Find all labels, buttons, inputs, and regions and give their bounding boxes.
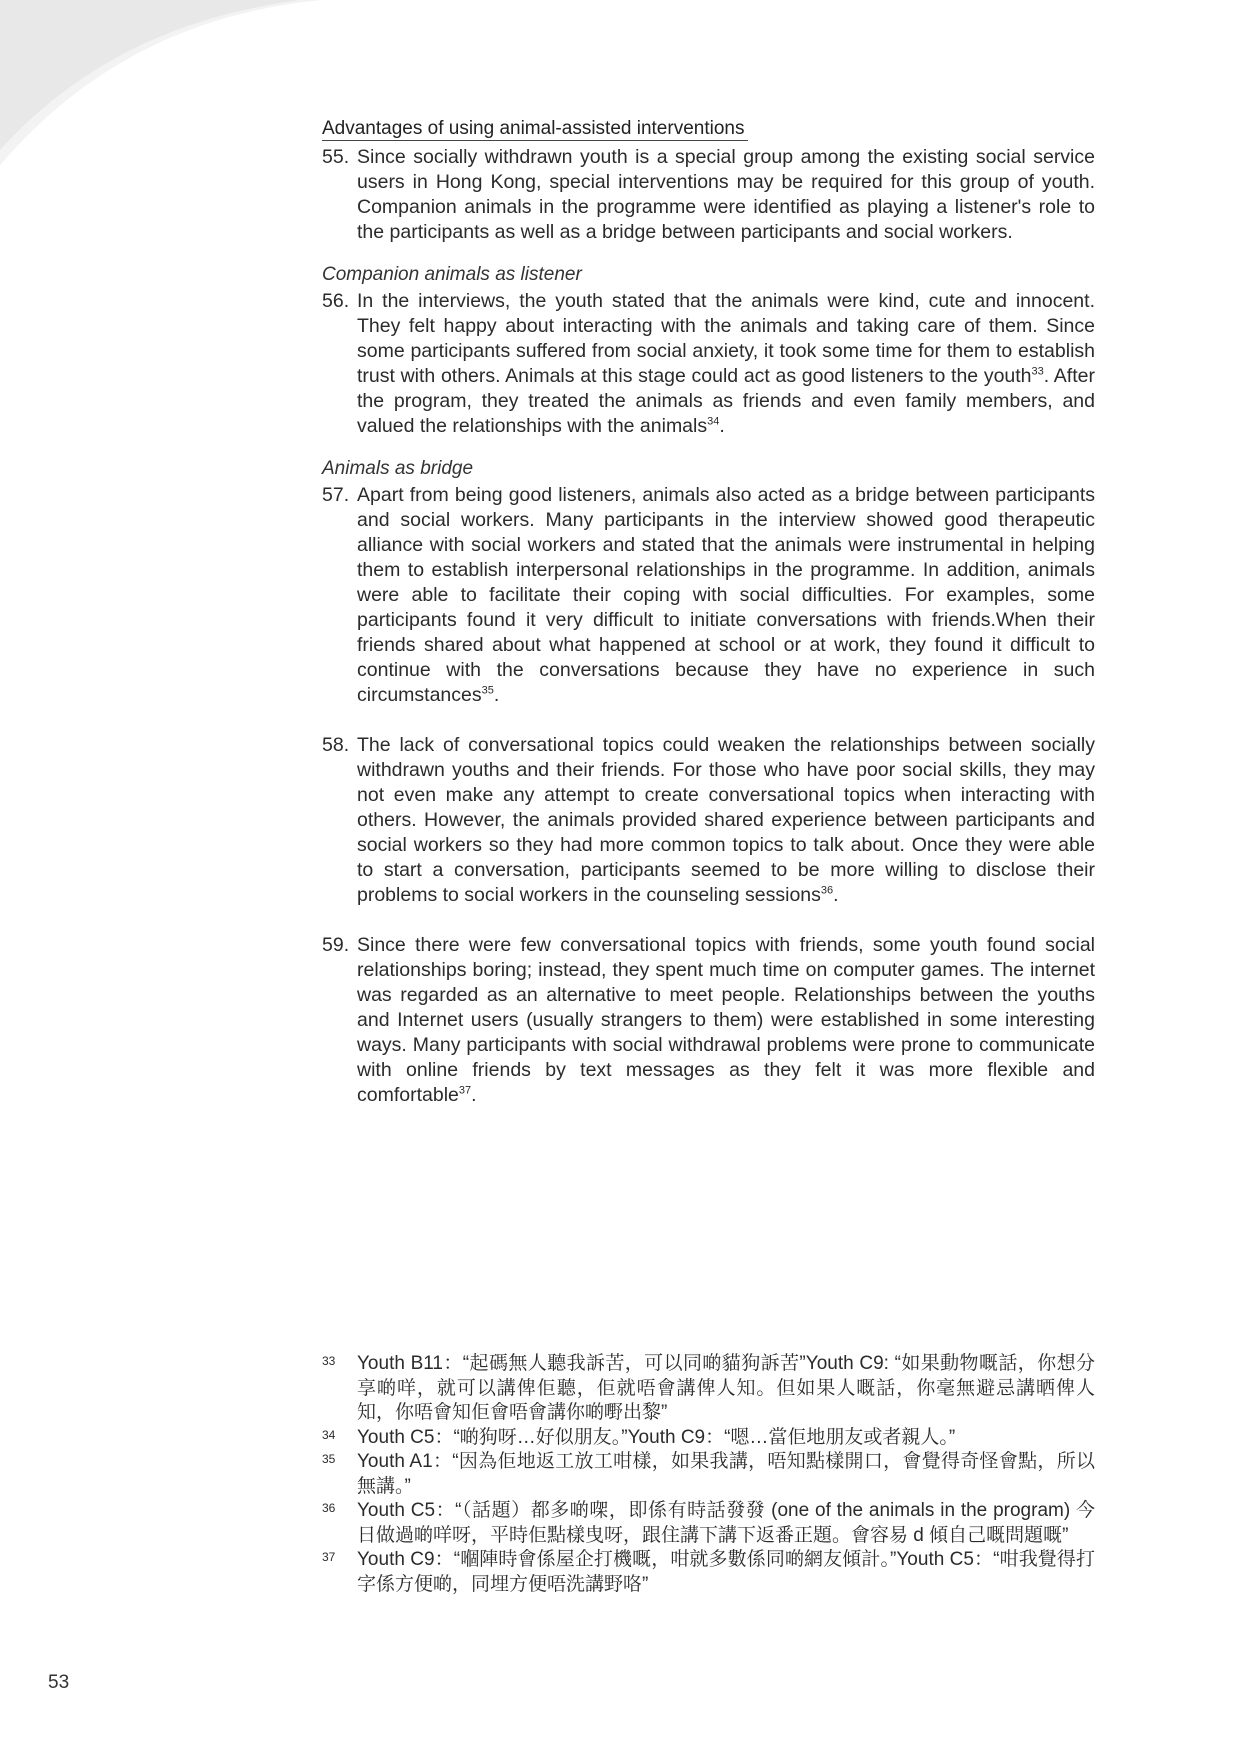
footnote-text: Youth B11：“起碼無人聽我訴苦，可以同啲貓狗訴苦”Youth C9: “如果動物嘅話，你想分享啲咩，就可以講俾佢聽，佢就唔會講俾人知。但如果人嘅話，你毫無避忌講晒俾人知，你唔會知佢會唔會講你啲嘢出黎” xyxy=(357,1353,1095,1423)
text-segment: The lack of conversational topics could weaken the relationships between socially withdrawn youths and their friends. For those who have poor social skills, they may not even make any attempt to create conversational topics when interacting with others. However, the animals provided shared experience between participants and social workers so they had more common topics to talk about. Once they were able to start a conversation, participants seemed to be more willing to disclose their problems to social workers in the counseling sessions xyxy=(357,734,1095,906)
paragraph-number: 56. xyxy=(322,290,350,312)
paragraph-58 xyxy=(322,733,1095,908)
footnotes xyxy=(322,1352,1095,1597)
paragraph-number: 57. xyxy=(322,484,350,506)
paragraph-text xyxy=(357,483,1095,708)
section-title: Advantages of using animal-assisted interventions xyxy=(322,118,748,141)
footnote-33 xyxy=(322,1352,1095,1426)
subheading-bridge: Animals as bridge xyxy=(322,458,474,479)
footnote-ref-37: 37 xyxy=(458,1084,472,1097)
paragraph-text: Since socially withdrawn youth is a special group among the existing social service users in Hong Kong, special interventions may be required for this group of youth. Companion animals in the programme were identified as playing a listener's role to the participants as well as a bridge between participants and social workers. xyxy=(357,146,1095,243)
paragraph-number: 55. xyxy=(322,146,350,168)
paragraph-59 xyxy=(322,933,1095,1108)
text-segment: In the interviews, the youth stated that the animals were kind, cute and innocent. They felt happy about interacting with the animals and taking care of them. Since some participants suffered from social anxiety, it took some time for them to establish trust with others. Animals at this stage could act as good listeners to the youth xyxy=(357,290,1095,387)
paragraph-text xyxy=(357,289,1095,439)
footnote-text: Youth C5：“啲狗呀…好似朋友。”Youth C9：“嗯…當佢地朋友或者親人。” xyxy=(357,1426,956,1448)
page-number: 53 xyxy=(48,1672,70,1693)
decorative-swoosh xyxy=(0,0,340,200)
footnote-number: 36 xyxy=(322,1501,336,1515)
text-segment: Apart from being good listeners, animals also acted as a bridge between participants and social workers. Many participants in the interview showed good therapeutic alliance with social workers and stated that the animals were instrumental in helping them to establish interpersonal relationships in the programme. In addition, animals were able to facilitate their coping with social difficulties. For examples, some participants found it very difficult to initiate conversations with friends.When their friends shared about what happened at school or at work, they found it difficult to continue with the conversations because they have no experience in such circumstances xyxy=(357,484,1095,706)
footnote-number: 33 xyxy=(322,1354,336,1368)
footnote-34 xyxy=(322,1426,1095,1451)
text-segment: Since there were few conversational topics with friends, some youth found social relationships boring; instead, they spent much time on computer games. The internet was regarded as an alternative to meet people. Relationships between the youths and Internet users (usually strangers to them) were established in some interesting ways. Many participants with social withdrawal problems were prone to communicate with online friends by text messages as they felt it was more flexible and comfortable xyxy=(357,934,1095,1106)
text-segment: . xyxy=(493,684,500,706)
footnote-number: 34 xyxy=(322,1427,336,1442)
text-segment: . After the program, they treated the animals as friends and even family members, and valued the relationships with the animals xyxy=(357,365,1095,437)
footnote-35 xyxy=(322,1450,1095,1499)
paragraph-57 xyxy=(322,483,1095,708)
footnote-36 xyxy=(322,1499,1095,1548)
footnote-number: 35 xyxy=(322,1452,336,1466)
footnote-text: Youth C5：“（話題）都多啲㗎，即係有時話發發 (one of the animals in the program) 今日做過啲咩呀，平時佢點樣曳呀，跟住講下講下返番正題。會容易 d 傾自己嘅問題嘅” xyxy=(357,1500,1095,1546)
paragraph-text xyxy=(357,933,1095,1108)
footnote-37 xyxy=(322,1548,1095,1597)
footnote-ref-36: 36 xyxy=(820,884,834,897)
footnote-ref-33: 33 xyxy=(1031,365,1044,378)
text-segment: . xyxy=(719,415,725,437)
footnote-ref-34: 34 xyxy=(707,415,720,428)
footnote-ref-35: 35 xyxy=(481,684,494,697)
paragraph-number: 59. xyxy=(322,934,350,956)
subheading-listener: Companion animals as listener xyxy=(322,264,582,285)
main-content xyxy=(322,118,1095,1133)
footnote-text: Youth A1：“因為佢地返工放工咁樣，如果我講，唔知點樣開口，會覺得奇怪會點，所以無講。” xyxy=(357,1451,1095,1497)
text-segment: . xyxy=(471,1084,477,1106)
footnote-number: 37 xyxy=(322,1550,336,1564)
paragraph-56 xyxy=(322,289,1095,439)
paragraph-55 xyxy=(322,145,1095,245)
footnote-text: Youth C9：“嗰陣時會係屋企打機嘅，咁就多數係同啲網友傾計。”Youth C5：“咁我覺得打字係方便啲，同埋方便唔洗講野咯” xyxy=(357,1549,1095,1595)
text-segment: . xyxy=(833,884,839,906)
paragraph-number: 58. xyxy=(322,734,350,756)
paragraph-text xyxy=(357,733,1095,908)
